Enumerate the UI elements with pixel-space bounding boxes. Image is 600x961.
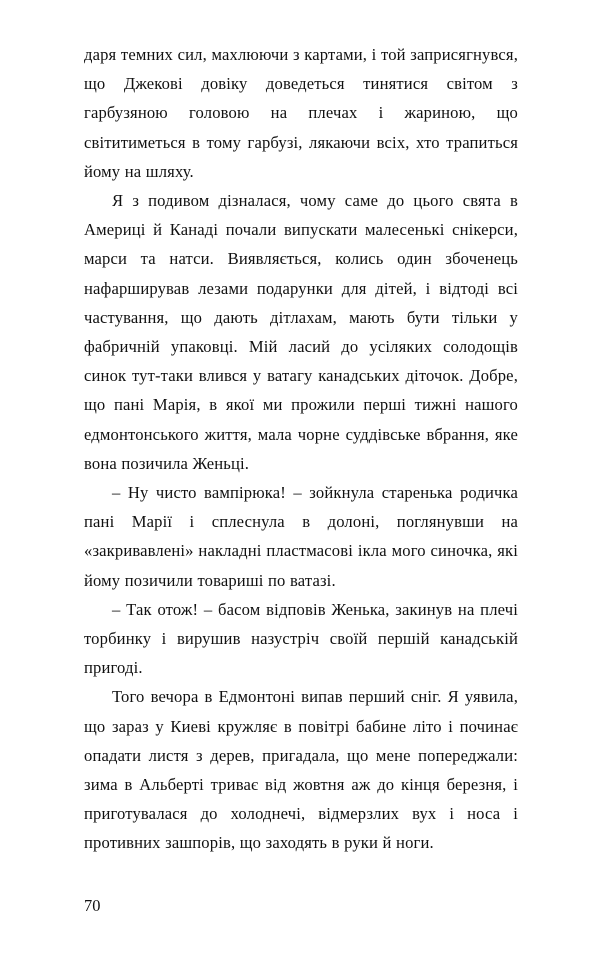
paragraph: даря темних сил, махлюючи з картами, і той заприсягнувся, що Джекові довіку доведеться тинятися світом з гарбузяною головою на плечах і жариною, що світитиметься в тому гарбузі, лякаючи всіх, хто трапиться йому на шляху. xyxy=(84,45,518,181)
paragraph: – Так отож! – басом відповів Женька, закинув на плечі торбинку і вирушив назустріч своїй першій канадській пригоді. xyxy=(84,599,518,678)
paragraph: Того вечора в Едмонтоні випав перший сніг. Я уявила, що зараз у Киеві кружляє в повітрі бабине літо і починає опадати листя з дерев, пригадала, що мене попереджали: зима в Альберті триває від жовтня аж до кінця березня, і приготувалася до холоднечі, відмерзлих вух і носа і противних зашпорів, що заходять в руки й ноги. xyxy=(84,687,518,853)
page-body-text xyxy=(84,40,518,858)
page-number: 70 xyxy=(84,896,101,915)
paragraph: Я з подивом дізналася, чому саме до цього свята в Америці й Канаді почали випускати малесенькі снікерси, марси та натси. Виявляється, колись один збоченець нафарширував лезами подарунки для дітей, і відтоді всі частування, що дають дітлахам, мають бути тільки у фабричній упаковці. Мій ласий до усіляких солодощів синок тут-таки влився у ватагу канадських діточок. Добре, що пані Марія, в якої ми прожили перші тижні нашого едмонтонського життя, мала чорне суддівське вбрання, яке вона позичила Женьці. xyxy=(84,191,518,473)
paragraph: – Ну чисто вампірюка! – зойкнула старенька родичка пані Марії і сплеснула в долоні, поглянувши на «закривавлені» накладні пластмасові ікла мого синочка, які йому позичили товариші по ватазі. xyxy=(84,483,518,590)
